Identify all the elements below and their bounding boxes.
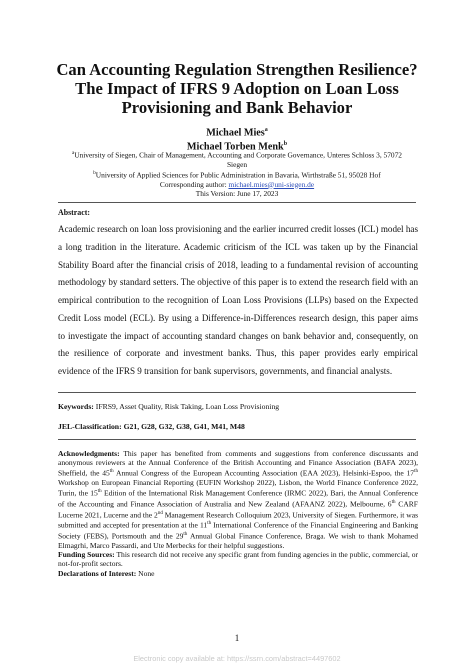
jel-label: JEL-Classification: — [58, 422, 122, 431]
author-1-name: Michael Mies — [206, 127, 265, 139]
author-1 — [40, 125, 434, 139]
author-2-name: Michael Torben Menk — [186, 141, 284, 153]
ack-sup-7: th — [183, 532, 188, 538]
declarations-text: None — [136, 568, 155, 578]
ack-text-3: Workshop on European Financial Reporting (EUFIN Workshop 2022), Lisbon, the World Finance Conference 2022, Turin, the 15 — [58, 478, 418, 498]
ack-sup-2: th — [414, 469, 418, 475]
ack-text-7: International Conference of the Financial Engineering and Banking Society (FEBS), Portsmouth and the 29 — [58, 521, 418, 541]
keywords-label: Keywords: — [58, 402, 94, 411]
affiliation-b-marker: b — [93, 170, 96, 176]
ack-sup-5: nd — [157, 510, 163, 516]
jel-codes: G21, G28, G32, G38, G41, M41, M48 — [121, 422, 245, 431]
ack-sup-4: th — [391, 500, 396, 506]
divider-bottom — [58, 439, 416, 440]
ack-text-2: Annual Congress of the European Accounting Association (EAA 2023), Helsinki-Espoo, the 17 — [113, 468, 415, 478]
declarations-label: Declarations of Interest: — [58, 568, 137, 578]
notes-block — [58, 449, 418, 578]
acknowledgments — [58, 449, 418, 550]
version-date: This Version: June 17, 2023 — [195, 188, 279, 198]
ssrn-footer-link[interactable]: Electronic copy available at: https://ssrn.com/abstract=4497602 — [133, 654, 341, 663]
ack-sup-1: th — [109, 469, 114, 475]
ack-text-5: CARF Lucerne 2021, Lucerne and the 2 — [58, 499, 419, 520]
divider-top — [58, 202, 416, 203]
affiliations — [40, 149, 434, 198]
author-1-marker: a — [264, 127, 268, 133]
keywords-text: IFRS9, Asset Quality, Risk Taking, Loan Loss Provisioning — [93, 402, 280, 411]
declarations-of-interest — [58, 569, 418, 578]
corresponding-author — [40, 180, 434, 189]
funding-text: This research did not receive any specific grant from funding agencies in the public, commercial, or not-for-profit sectors. — [58, 550, 418, 569]
ack-text-6: Management Research Colloquium 2023, University of Siegen. Furthermore, it was submitted and accepted for presentation at the 11 — [58, 510, 419, 530]
affiliation-b-text: University of Applied Sciences for Public Administration in Bavaria, Wirthstraße 51, 95028 Hof — [95, 170, 381, 180]
paper-title — [30, 60, 444, 117]
title-line-1: Can Accounting Regulation Strengthen Resilience? — [56, 60, 418, 79]
abstract-heading: Abstract: — [58, 208, 90, 217]
ack-text-1: This paper has benefited from comments and suggestions from conference discussants and anonymous reviewers at the Annual Conference of the British Accounting and Finance Association (BAFA 2023), Sheffield, the 45 — [58, 449, 418, 478]
affiliation-b — [40, 169, 434, 180]
ack-sup-3: th — [97, 489, 102, 495]
funding-label: Funding Sources: — [58, 550, 115, 560]
ack-text-4: Edition of the International Risk Management Conference (IRMC 2022), Bari, the Annual Conference of the Accounting and Finance Association of Australia and New Zealand (AFAANZ 2022), Melbourne, 6 — [58, 488, 418, 509]
corresponding-email-link[interactable]: michael.mies@uni-siegen.de — [228, 179, 315, 189]
jel-classification — [58, 422, 418, 431]
title-line-3: Provisioning and Bank Behavior — [121, 98, 353, 117]
acknowledgments-label: Acknowledgments: — [58, 449, 120, 458]
abstract-body: Academic research on loan loss provisioning and the earlier incurred credit losses (ICL) model has a long tradition in the literature. Academic criticism of the ICL was taken up by the Financial Stability Board after the financial crisis of 2018, leading to a fundamental revision of accounting methodology by standard setters. The objective of this paper is to extend the research field with an empirical contribution to the recognition of Loan Loss Provisions (LLPs) based on the Expected Credit Loss model (ECL). By using a Difference-in-Differences research design, this paper aims to investigate the impact of accounting standard changes on bank behavior and, consequently, on the resilience of corporate and investment banks. Thus, this paper provides early empirical evidence of the IFRS 9 transition for bank supervisors, governments, and financial analysts. — [58, 224, 418, 376]
funding-sources — [58, 550, 418, 568]
affiliation-a — [40, 149, 434, 160]
page-number: 1 — [234, 633, 240, 643]
author-2-marker: b — [283, 140, 288, 147]
divider-middle — [58, 392, 416, 393]
corresponding-label: Corresponding author: — [159, 179, 229, 189]
ack-sup-6: th — [207, 521, 212, 527]
ack-text-8: Annual Global Finance Conference, Braga. We wish to thank Mohamed Elmagrhi, Marco Passardi, and Ute Merbecks for their helpful suggestions. — [58, 531, 418, 550]
affiliation-a-line-2: Siegen — [226, 159, 248, 169]
title-line-2: The Impact of IFRS 9 Adoption on Loan Loss — [75, 79, 399, 98]
keywords — [58, 402, 418, 411]
affiliation-a-marker: a — [71, 151, 75, 156]
affiliation-a-line-1: University of Siegen, Chair of Management, Accounting and Corporate Governance, Unteres Schloss 3, 57072 — [74, 150, 402, 160]
